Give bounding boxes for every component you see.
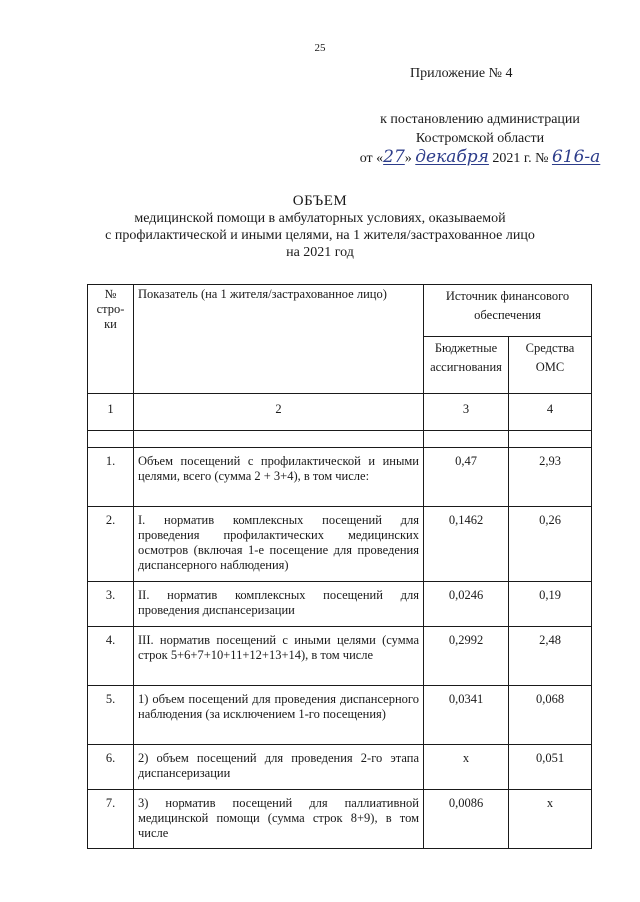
- row-number: 6.: [88, 745, 134, 790]
- handwritten-month: декабря: [415, 147, 489, 167]
- title-line-1: медицинской помощи в амбулаторных условиях, оказываемой: [134, 211, 506, 226]
- row-budget: 0,0246: [424, 582, 509, 627]
- row-indicator: Объем посещений с профилактической и иными целями, всего (сумма 2 + 3+4), в том числе:: [134, 448, 424, 507]
- row-indicator: 2) объем посещений для проведения 2-го этапа диспансеризации: [134, 745, 424, 790]
- row-indicator: 3) норматив посещений для паллиативной медицинской помощи (сумма строк 8+9), в том числе: [134, 790, 424, 849]
- date-year: 2021 г. №: [492, 151, 549, 166]
- document-title: [60, 193, 580, 261]
- page-number: 25: [314, 42, 326, 54]
- volume-table: [87, 284, 592, 849]
- date-prefix: от «: [359, 151, 384, 166]
- row-indicator: II. норматив комплексных посещений для проведения диспансеризации: [134, 582, 424, 627]
- table-column-numbers: [88, 394, 592, 431]
- row-budget: 0,47: [424, 448, 509, 507]
- row-budget: 0,0341: [424, 686, 509, 745]
- header-budget: Бюджетные ассигнования: [424, 337, 509, 394]
- table-row: [88, 582, 592, 627]
- header-source: Источник финансового обеспечения: [424, 285, 592, 337]
- resolution-date-line: [350, 148, 610, 168]
- header-oms: Средства ОМС: [509, 337, 592, 394]
- row-indicator: 1) объем посещений для проведения диспансерного наблюдения (за исключением 1-го посещения): [134, 686, 424, 745]
- row-number: 7.: [88, 790, 134, 849]
- table-row: [88, 507, 592, 582]
- row-number: 3.: [88, 582, 134, 627]
- column-number: 4: [509, 394, 592, 431]
- resolution-line-2: Костромской области: [415, 131, 545, 146]
- row-number: 2.: [88, 507, 134, 582]
- row-number: 1.: [88, 448, 134, 507]
- appendix-label: Приложение № 4: [410, 66, 513, 81]
- row-oms: 0,26: [509, 507, 592, 582]
- header-indicator: Показатель (на 1 жителя/застрахованное лицо): [134, 285, 424, 394]
- handwritten-day: 27: [383, 147, 405, 167]
- row-oms: 2,48: [509, 627, 592, 686]
- table-gap: [88, 431, 592, 448]
- row-oms: х: [509, 790, 592, 849]
- row-budget: 0,2992: [424, 627, 509, 686]
- date-mid: »: [404, 151, 412, 166]
- table-row: [88, 745, 592, 790]
- row-oms: 0,19: [509, 582, 592, 627]
- table-row: [88, 790, 592, 849]
- table-row: [88, 686, 592, 745]
- row-oms: 0,051: [509, 745, 592, 790]
- table-row: [88, 627, 592, 686]
- header-row-number: № стро-ки: [88, 285, 134, 394]
- row-budget: х: [424, 745, 509, 790]
- title-main: ОБЪЕМ: [292, 193, 348, 209]
- column-number: 1: [88, 394, 134, 431]
- title-line-3: на 2021 год: [286, 245, 354, 260]
- handwritten-number: 616-а: [551, 147, 601, 167]
- resolution-block: [350, 110, 610, 168]
- column-number: 3: [424, 394, 509, 431]
- row-oms: 2,93: [509, 448, 592, 507]
- row-budget: 0,1462: [424, 507, 509, 582]
- row-indicator: III. норматив посещений с иными целями (сумма строк 5+6+7+10+11+12+13+14), в том числе: [134, 627, 424, 686]
- table-header-row-1: [88, 285, 592, 337]
- row-oms: 0,068: [509, 686, 592, 745]
- title-line-2: с профилактической и иными целями, на 1 жителя/застрахованное лицо: [105, 228, 535, 243]
- row-budget: 0,0086: [424, 790, 509, 849]
- column-number: 2: [134, 394, 424, 431]
- resolution-line-1: к постановлению администрации: [380, 112, 580, 127]
- row-number: 4.: [88, 627, 134, 686]
- row-number: 5.: [88, 686, 134, 745]
- table-row: [88, 448, 592, 507]
- row-indicator: I. норматив комплексных посещений для проведения профилактических медицинских осмотров (включая 1-е посещение для проведения диспансерного наблюдения): [134, 507, 424, 582]
